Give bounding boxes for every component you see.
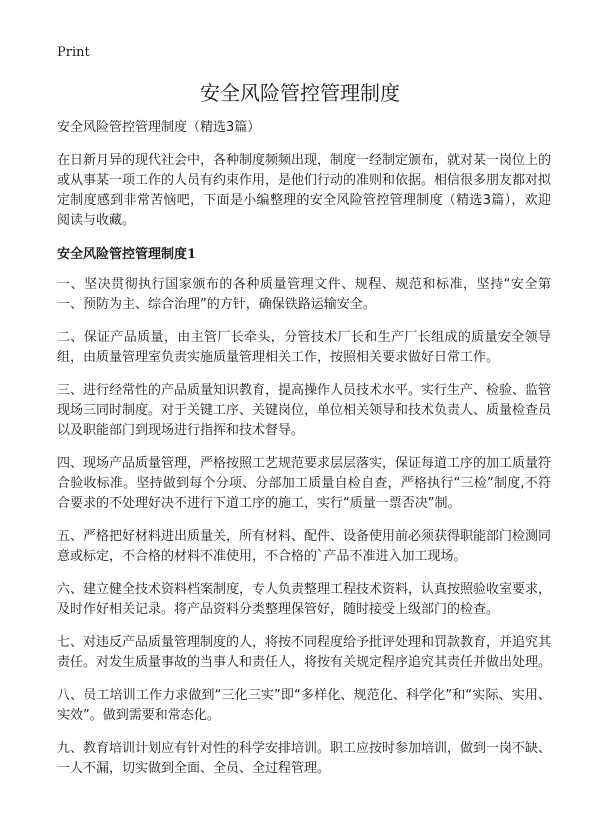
document-title: 安全风险管控管理制度	[200, 81, 400, 105]
paragraph-8: 八、员工培训工作力求做到“三化三实”即“多样化、规范化、科学化”和“实际、实用、实效”。做到需要和常态化。	[57, 688, 551, 723]
print-link[interactable]: Print	[57, 45, 90, 60]
paragraph-3: 三、进行经常性的产品质量知识教育，提高操作人员技术水平。实行生产、检验、监管现场三同时制度。对于关键工序、关键岗位，单位相关领导和技术负责人、质量检查员以及职能部门到现场进行指挥和技术督导。	[57, 383, 552, 438]
paragraph-1: 一、坚决贯彻执行国家颁布的各种质量管理文件、规程、规范和标准，坚持“安全第一、预防为主、综合治理”的方针，确保铁路运输安全。	[57, 277, 551, 312]
paragraph-7: 七、对违反产品质量管理制度的人，将按不同程度给予批评处理和罚款教育，并追究其责任。对发生质量事故的当事人和责任人，将按有关规定程序追究其责任并做出处理。	[57, 635, 552, 670]
paragraph-6: 六、建立健全技术资料档案制度，专人负责整理工程技术资料，认真按照验收室要求，及时作好相关记录。将产品资料分类整理保管好，随时接受上级部门的检查。	[57, 582, 552, 617]
document-body	[57, 151, 551, 792]
paragraph-4: 四、现场产品质量管理，严格按照工艺规范要求层层落实，保证每道工序的加工质量符合验收标准。坚持做到每个分项、分部加工质量自检自查，严格执行“三检”制度,不符合要求的不处理好决不进行下道工序的施工，实行“质量一票否决”制。	[57, 456, 552, 511]
intro-paragraph: 在日新月异的现代社会中，各种制度频频出现，制度一经制定颁布，就对某一岗位上的或从事某一项工作的人员有约束作用，是他们行动的准则和依据。相信很多朋友都对拟定制度感到非常苦恼吧，下面是小编整理的安全风险管控管理制度（精选3篇），欢迎阅读与收藏。	[57, 153, 552, 228]
section-heading: 安全风险管控管理制度1	[57, 247, 197, 262]
document-subtitle: 安全风险管控管理制度（精选3篇）	[57, 120, 261, 135]
paragraph-5: 五、严格把好材料进出质量关，所有材料、配件、设备使用前必须获得职能部门检测同意或标定，不合格的材料不准使用，不合格的`产品不准进入加工现场。	[57, 529, 552, 564]
paragraph-2: 二、保证产品质量，由主管厂长牵头，分管技术厂长和生产厂长组成的质量安全领导组，由质量管理室负责实施质量管理相关工作，按照相关要求做好日常工作。	[57, 330, 551, 365]
paragraph-9: 九、教育培训计划应有针对性的科学安排培训。职工应按时参加培训，做到一岗不缺、一人不漏，切实做到全面、全员、全过程管理。	[57, 741, 552, 776]
